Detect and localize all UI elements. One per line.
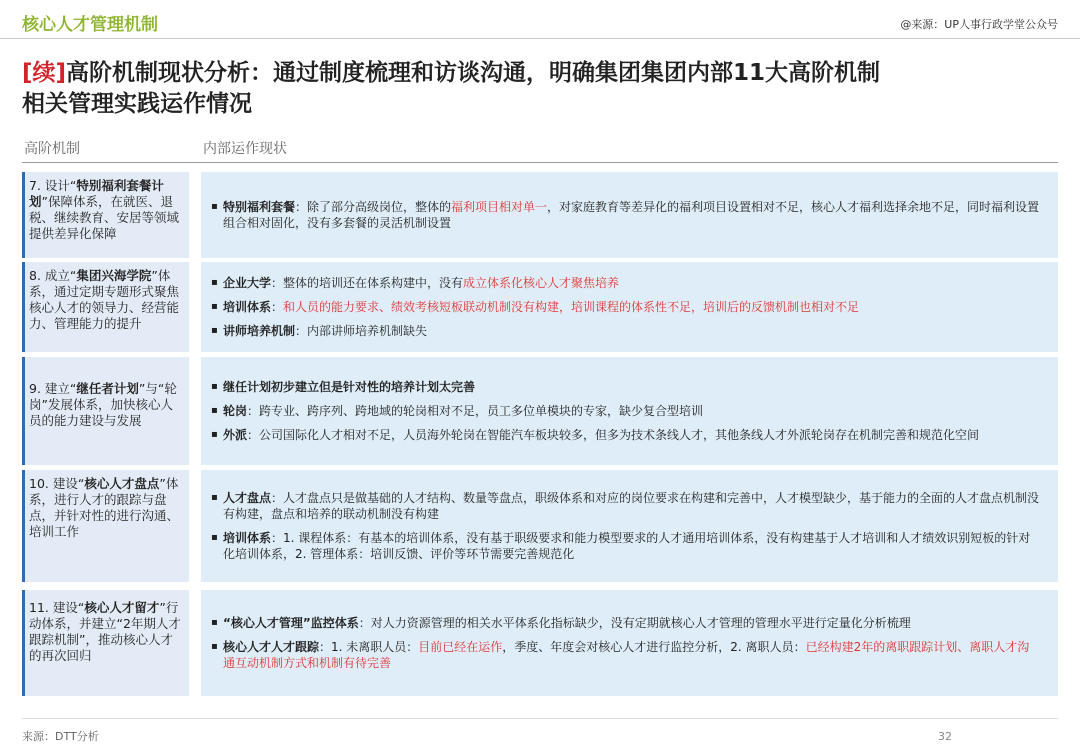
label-keyword: 继任者计划	[76, 381, 139, 396]
label-suffix: ”与“轮岗”发展体系，加快核心人员的能力建设与发展	[29, 381, 177, 428]
status-panel	[201, 357, 1058, 465]
label-suffix: ”保障体系，在就医、退税、继续教育、安居等领域提供差异化保障	[29, 194, 180, 241]
label-keyword: 核心人才留才	[84, 600, 160, 615]
label-prefix: 8. 成立“	[29, 268, 77, 283]
status-panel	[201, 470, 1058, 582]
mechanism-label	[22, 590, 189, 696]
mechanism-row-11	[22, 590, 1058, 696]
status-bullet: ▪ 培训体系：1. 课程体系：有基本的培训体系，没有基于职级要求和能力模型要求的人才通用培训体系，没有构建基于人才培训和人才绩效识别短板的针对化培训体系，2. 管理体系：培训反馈、评价等环节需要完善规范化	[211, 530, 1040, 562]
status-bullet: ▪ 继任计划初步建立但是针对性的培养计划太完善	[211, 379, 1040, 395]
mechanism-label	[22, 262, 189, 352]
label-prefix: 7. 设计“	[29, 178, 77, 193]
page-headline	[22, 58, 1062, 120]
status-bullet: ▪ 特别福利套餐：除了部分高级岗位，整体的福利项目相对单一，对家庭教育等差异化的福利项目设置相对不足，核心人才福利选择余地不足，同时福利设置组合相对固化，没有多套餐的灵活机制设置	[211, 199, 1040, 231]
mechanism-row-8	[22, 262, 1058, 352]
mechanism-label	[22, 357, 189, 465]
mechanism-row-9	[22, 357, 1058, 465]
mechanism-row-7	[22, 172, 1058, 258]
top-bar	[0, 0, 1080, 40]
label-prefix: 10. 建设“	[29, 476, 85, 491]
header-divider	[22, 162, 1058, 163]
column-header-mechanism: 高阶机制	[24, 141, 80, 157]
headline-line2: 相关管理实践运作情况	[22, 91, 252, 117]
headline-line1: 高阶机制现状分析：通过制度梳理和访谈沟通，明确集团集团内部11大高阶机制	[66, 60, 881, 86]
label-prefix: 9. 建立“	[29, 381, 77, 396]
brand-title: 核心人才管理机制	[22, 15, 158, 35]
status-panel	[201, 172, 1058, 258]
mechanism-label	[22, 172, 189, 258]
status-bullet: ▪ “核心人才管理”监控体系：对人力资源管理的相关水平体系化指标缺少，没有定期就核心人才管理的管理水平进行定量化分析梳理	[211, 615, 1040, 631]
label-prefix: 11. 建设“	[29, 600, 85, 615]
status-bullet: ▪ 人才盘点：人才盘点只是做基础的人才结构、数量等盘点，职级体系和对应的岗位要求在构建和完善中，人才模型缺少，基于能力的全面的人才盘点机制没有构建，盘点和培养的联动机制没有构建	[211, 490, 1040, 522]
source-tag: @来源：UP人事行政学堂公众号	[900, 18, 1058, 31]
status-bullet: ▪ 培训体系：和人员的能力要求、绩效考核短板联动机制没有构建，培训课程的体系性不足，培训后的反馈机制也相对不足	[211, 299, 1040, 315]
status-bullet: ▪ 轮岗：跨专业、跨序列、跨地域的轮岗相对不足，员工多位单模块的专家，缺少复合型培训	[211, 403, 1040, 419]
column-header-status: 内部运作现状	[203, 141, 287, 157]
status-bullet: ▪ 讲师培养机制：内部讲师培养机制缺失	[211, 323, 1040, 339]
mechanism-label	[22, 470, 189, 582]
footer-divider	[22, 718, 1058, 719]
mechanism-row-10	[22, 470, 1058, 582]
footer-source: 来源：DTT分析	[22, 730, 99, 743]
label-keyword: 特别福利套餐计划	[29, 178, 164, 209]
status-bullet: ▪ 核心人才人才跟踪：1. 未离职人员：目前已经在运作，季度、年度会对核心人才进行监控分析，2. 离职人员：已经构建2年的离职跟踪计划、离职人才沟通互动机制方式和机制有待完善	[211, 639, 1040, 671]
status-panel	[201, 262, 1058, 352]
label-keyword: 核心人才盘点	[84, 476, 160, 491]
status-panel	[201, 590, 1058, 696]
label-suffix: ”体系，通过定期专题形式聚焦核心人才的领导力、经营能力、管理能力的提升	[29, 268, 180, 331]
page-number: 32	[938, 730, 952, 743]
headline-bracket: [续]	[22, 60, 67, 86]
status-bullet: ▪ 企业大学：整体的培训还在体系构建中，没有成立体系化核心人才聚焦培养	[211, 275, 1040, 291]
label-keyword: 集团兴海学院	[76, 268, 152, 283]
top-divider	[0, 38, 1080, 39]
status-bullet: ▪ 外派：公司国际化人才相对不足，人员海外轮岗在智能汽车板块较多，但多为技术条线人才，其他条线人才外派轮岗存在机制完善和规范化空间	[211, 427, 1040, 443]
label-suffix: ”体系，进行人才的跟踪与盘点，并针对性的进行沟通、培训工作	[29, 476, 180, 539]
label-suffix: ”行动体系，并建立“2年期人才跟踪机制”，推动核心人才的再次回归	[29, 600, 181, 663]
